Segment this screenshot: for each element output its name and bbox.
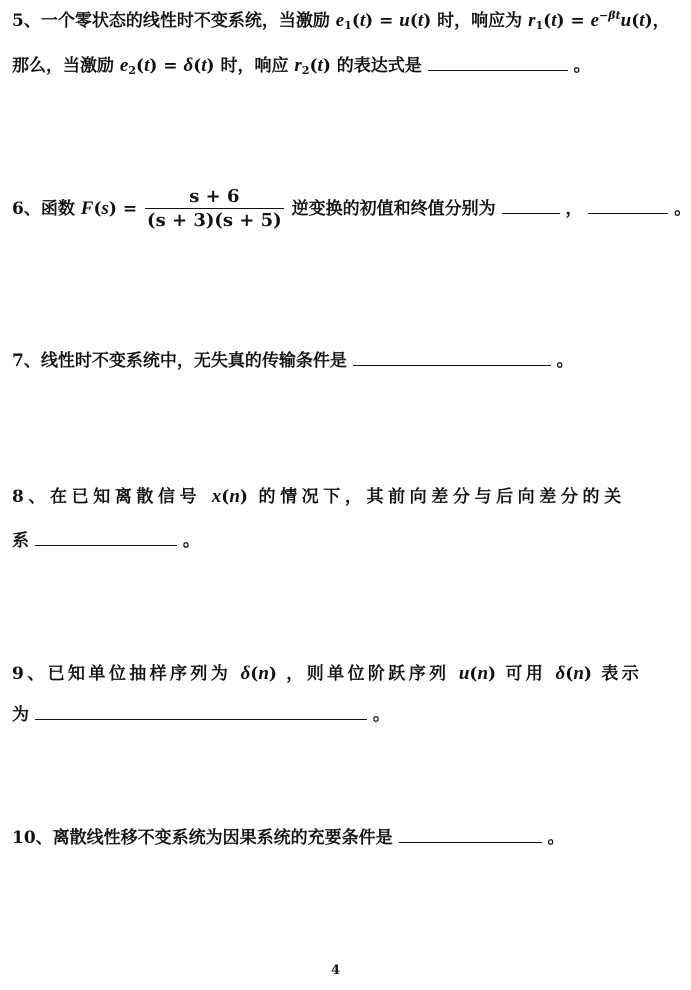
formula-un: u(n) (458, 663, 497, 684)
formula-r2: $r_2(t)$ (294, 55, 331, 77)
question-6-text-b: 逆变换的初值和终值分别为 (291, 199, 496, 219)
question-9-text-e: 为 (12, 705, 29, 725)
question-6 (12, 186, 691, 233)
question-5-text-c: 那么，当激励 (12, 56, 114, 76)
question-6-separator: ， (565, 199, 583, 219)
answer-blank-6a[interactable] (502, 196, 560, 214)
question-8-line-1 (12, 485, 626, 509)
question-9-line-1 (12, 662, 642, 686)
question-5-text-b: 时，响应为 (437, 11, 523, 31)
question-9-text-d: 表示 (601, 664, 643, 684)
fraction-numerator: s + 6 (189, 186, 240, 207)
question-10-end: 。 (547, 828, 565, 848)
answer-blank-6b[interactable] (588, 196, 668, 214)
question-5 (12, 4, 670, 77)
question-5-line-1 (12, 4, 670, 32)
question-5-text-d: 时，响应 (220, 56, 289, 76)
formula-delta-n-1: δ(n) (240, 663, 277, 684)
question-7 (12, 348, 574, 373)
question-9-line-2 (12, 702, 642, 726)
question-8-text-a: 8、在已知离散信号 (12, 487, 202, 507)
formula-delta-n-2: δ(n) (555, 663, 592, 684)
question-5-line-2 (12, 53, 670, 77)
question-5-text-e: 的表达式是 (336, 56, 422, 76)
answer-blank-7[interactable] (353, 348, 551, 366)
question-10-text: 10、离散线性移不变系统为因果系统的充要条件是 (12, 828, 393, 848)
answer-blank-10[interactable] (399, 825, 542, 843)
question-7-end: 。 (556, 351, 574, 371)
question-5-end: 。 (573, 56, 591, 76)
question-8 (12, 485, 626, 552)
question-8-line-2 (12, 528, 626, 552)
question-8-text-c: 系 (12, 531, 29, 551)
question-6-text-a: 6、函数 (12, 199, 75, 219)
question-9-text-a: 9、已知单位抽样序列为 (12, 664, 232, 684)
formula-r1: $r_1(t) = e^{-\beta t}u(t)$， (528, 9, 670, 32)
answer-blank-8[interactable] (35, 528, 177, 546)
question-9-text-b: ，则单位阶跃序列 (286, 664, 450, 684)
question-9-text-c: 可用 (505, 664, 547, 684)
question-9 (12, 662, 642, 726)
answer-blank-5[interactable] (428, 53, 568, 71)
question-9-end: 。 (372, 705, 390, 725)
answer-blank-9[interactable] (35, 702, 367, 720)
formula-e1: $e_1(t) = u(t)$ (335, 10, 432, 32)
question-7-text: 7、线性时不变系统中，无失真的传输条件是 (12, 351, 347, 371)
question-10 (12, 825, 565, 850)
formula-fraction (145, 186, 284, 233)
formula-e2: $e_2(t) = \delta(t)$ (119, 55, 215, 77)
question-8-text-b: 的情况下，其前向差分与后向差分的关 (258, 487, 626, 507)
question-8-end: 。 (182, 531, 200, 551)
question-5-text-a: 5、一个零状态的线性时不变系统，当激励 (12, 11, 330, 31)
question-6-end: 。 (674, 199, 691, 219)
formula-xn: x(n) (211, 486, 248, 507)
page-number: 4 (330, 963, 341, 978)
formula-F: F(s) = (80, 198, 138, 219)
fraction-denominator: (s + 3)(s + 5) (147, 210, 282, 231)
